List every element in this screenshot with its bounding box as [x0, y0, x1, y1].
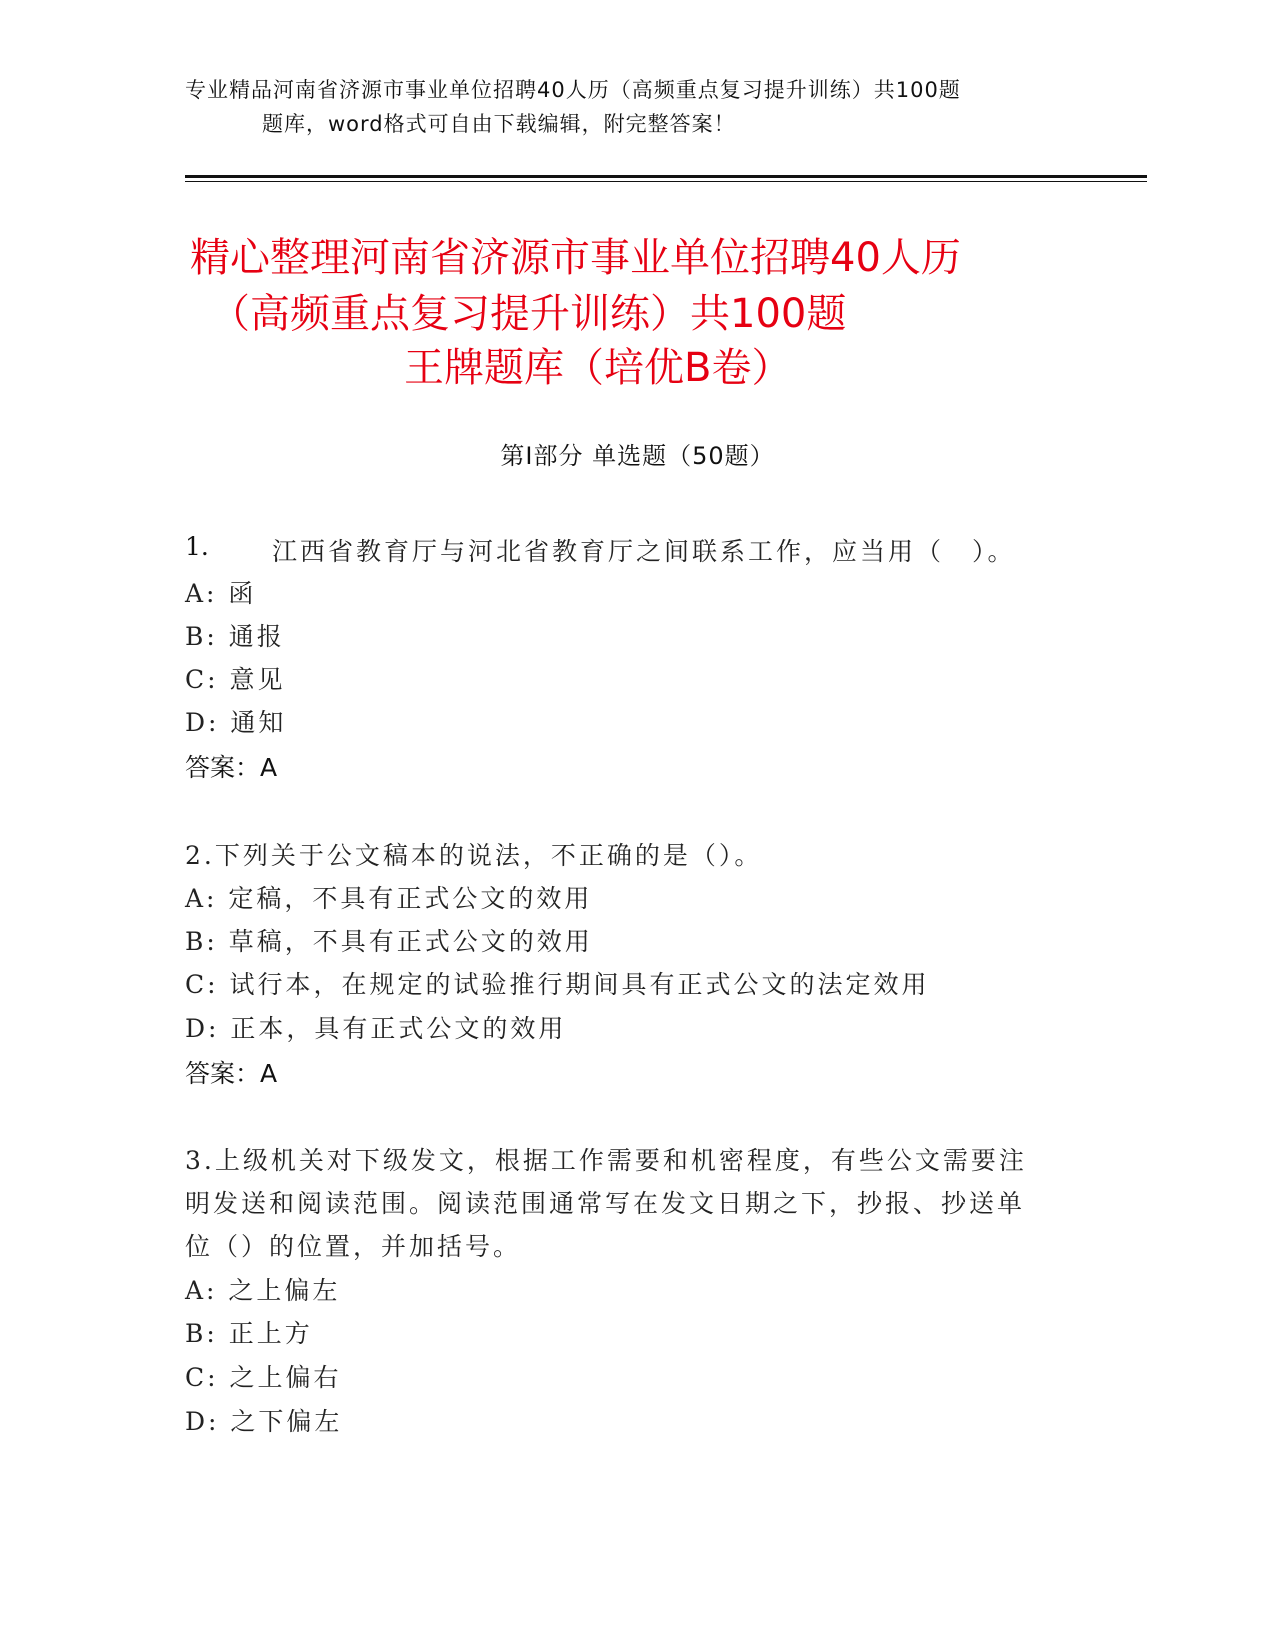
question-1-option-b: B: 通报	[185, 622, 285, 651]
question-2-option-a: A: 定稿，不具有正式公文的效用	[185, 884, 593, 913]
header-divider-thick	[185, 175, 1147, 178]
question-3-text-line-3: 位（）的位置，并加括号。	[185, 1232, 522, 1261]
question-2-answer: 答案：A	[185, 1059, 278, 1088]
question-3-option-b: B: 正上方	[185, 1319, 313, 1348]
question-1-number: 1.	[185, 532, 209, 561]
section-heading: 第Ⅰ部分 单选题（50题）	[500, 442, 775, 470]
header-line-2: 题库，word格式可自由下载编辑，附完整答案！	[262, 112, 736, 136]
question-2-option-b: B: 草稿，不具有正式公文的效用	[185, 927, 593, 956]
document-title-line-1: 精心整理河南省济源市事业单位招聘40人历	[190, 235, 961, 281]
question-1-answer: 答案：A	[185, 753, 278, 782]
header-divider-thin	[185, 181, 1147, 182]
question-2-text: 2.下列关于公文稿本的说法，不正确的是（）。	[185, 841, 763, 870]
question-2-option-d: D: 正本，具有正式公文的效用	[185, 1014, 567, 1043]
question-3-option-a: A: 之上偏左	[185, 1276, 341, 1305]
question-3-option-c: C: 之上偏右	[185, 1363, 342, 1392]
question-3-text-line-1: 3.上级机关对下级发文，根据工作需要和机密程度，有些公文需要注	[185, 1146, 1027, 1175]
question-1-option-d: D: 通知	[185, 708, 287, 737]
question-1-option-a: A: 函	[185, 579, 257, 608]
question-2-option-c: C: 试行本，在规定的试验推行期间具有正式公文的法定效用	[185, 970, 930, 999]
question-1-option-c: C: 意见	[185, 665, 286, 694]
question-3-option-d: D: 之下偏左	[185, 1407, 343, 1436]
question-3-text-line-2: 明发送和阅读范围。阅读范围通常写在发文日期之下，抄报、抄送单	[185, 1189, 1026, 1218]
document-title-line-3: 王牌题库（培优B卷）	[404, 345, 792, 391]
document-title-line-2: （高频重点复习提升训练）共100题	[210, 291, 847, 337]
question-1-text: 江西省教育厅与河北省教育厅之间联系工作，应当用（ ）。	[272, 537, 1016, 566]
header-line-1: 专业精品河南省济源市事业单位招聘40人历（高频重点复习提升训练）共100题	[185, 78, 961, 102]
